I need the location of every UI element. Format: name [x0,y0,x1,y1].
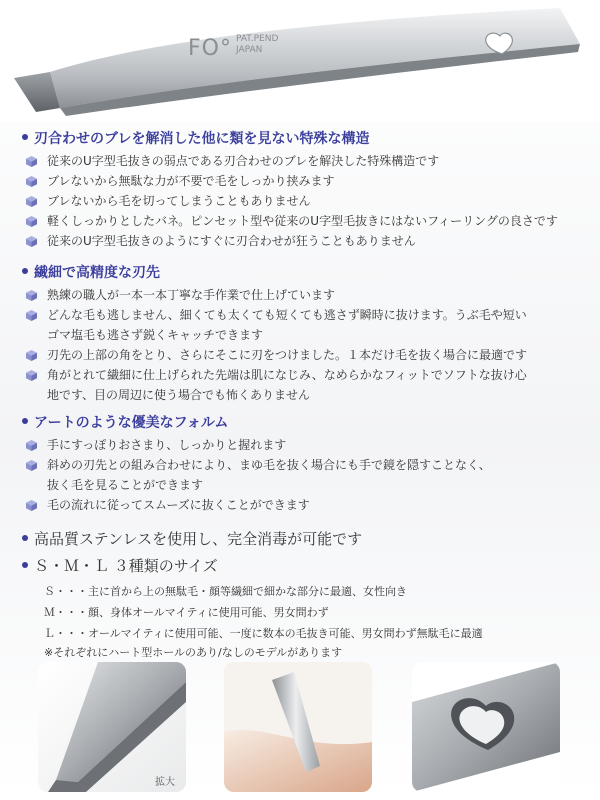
size-note: ※それぞれにハート型ホールのあり/なしのモデルがあります [44,646,343,659]
bullet-dot-icon [22,134,28,140]
cube-bullet-icon [26,310,37,321]
cube-bullet-icon [26,370,37,381]
bullet-dot-icon [22,562,28,568]
zoom-caption: 拡大 [155,777,175,788]
product-hero-image [0,0,600,122]
cube-bullet-icon [26,500,37,511]
size-spec-m: Ｍ・・・顔、身体オールマイティに使用可能、男女問わず [44,606,329,619]
patent-engraving: PAT.PEND JAPAN [236,34,279,55]
stainless-heading: 高品質ステンレスを使用し、完全消毒が可能です [22,528,362,549]
section-heading-structure: 刃合わせのブレを解消した他に類を見ない特殊な構造 [22,128,369,148]
bullet-dot-icon [22,418,28,424]
section-heading-tip: 繊細で高精度な刃先 [22,262,160,282]
cube-bullet-icon [26,156,37,167]
cube-bullet-icon [26,290,37,301]
brand-logo: FO° [188,36,232,61]
cube-bullet-icon [26,216,37,227]
cube-bullet-icon [26,460,37,471]
bullet-dot-icon [22,535,28,541]
size-spec-s: Ｓ・・・主に首から上の無駄毛・顔等繊細で細かな部分に最適、女性向き [44,585,407,598]
tweezer-illustration [0,0,600,122]
sizes-heading: Ｓ・Ｍ・Ｌ ３種類のサイズ [22,555,218,576]
cube-bullet-icon [26,440,37,451]
cube-bullet-icon [26,176,37,187]
section-heading-form: アートのような優美なフォルム [22,412,228,432]
size-spec-l: Ｌ・・・オールマイティに使用可能、一度に数本の毛抜き可能、男女問わず無駄毛に最適 [44,627,483,640]
cube-bullet-icon [26,196,37,207]
cube-bullet-icon [26,236,37,247]
cube-bullet-icon [26,350,37,361]
skin-use-photo [224,662,372,792]
bullet-dot-icon [22,268,28,274]
heart-hole-closeup-photo [412,662,560,792]
